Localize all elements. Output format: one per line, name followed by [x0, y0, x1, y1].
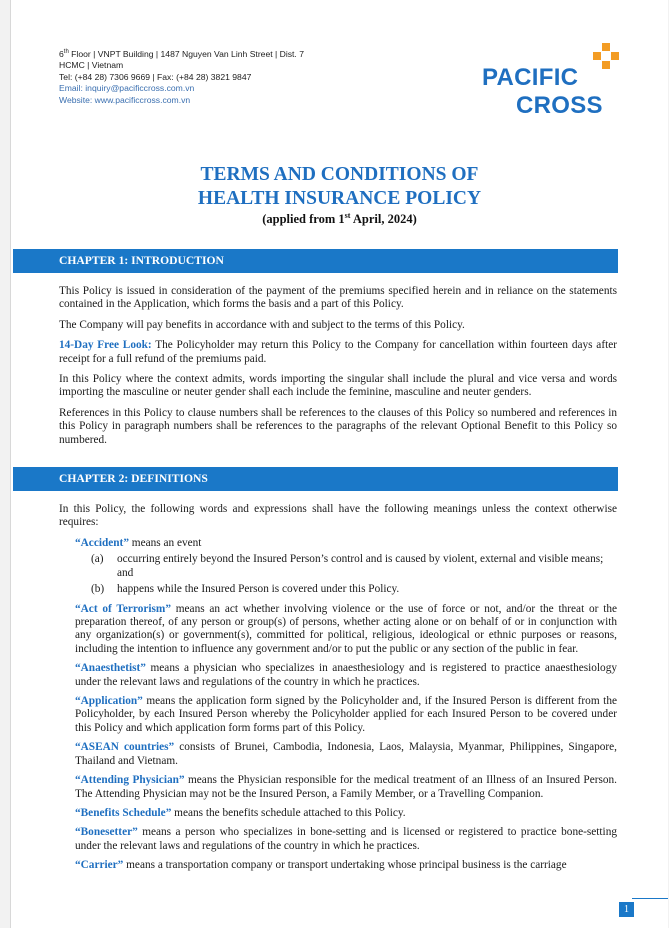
definition-anaesthetist: “Anaesthetist” means a physician who specializes in anaesthesiology and is registered to practice anaesthesiology under the relevant laws and regulations of the country in which he practices. — [75, 662, 617, 688]
chapter-1-body — [59, 285, 617, 454]
document-title-line2: HEALTH INSURANCE POLICY — [197, 188, 482, 209]
website-link[interactable]: Website: www.pacificcross.com.vn — [59, 94, 191, 105]
free-look-label: 14-Day Free Look: — [59, 339, 152, 352]
email-link[interactable]: Email: inquiry@pacificcross.com.vn — [59, 83, 195, 94]
definitions-list — [75, 537, 617, 879]
definition-carrier: “Carrier” means a transportation company or transport undertaking whose principal business is the carriage — [75, 859, 567, 872]
address-line-2: HCMC | Vietnam — [59, 60, 124, 71]
pacific-cross-logo — [482, 40, 622, 118]
paragraph: This Policy is issued in consideration of the payment of the premiums specified herein and in reliance on the statements contained in the Application, which forms the basis and a part of this Policy. — [59, 285, 617, 311]
free-look-paragraph: 14-Day Free Look: The Policyholder may return this Policy to the Company for cancellation within fourteen days after receipt for a full refund of the premiums paid. — [59, 339, 617, 365]
definition-subitem: (a) occurring entirely beyond the Insured Person’s control and is caused by violent, external and visible means; and — [91, 553, 604, 579]
definition-attending-physician: “Attending Physician” means the Physician responsible for the medical treatment of an Illness of an Insured Person. The Attending Physician may not be the Insured Person, a Family Member, or a Travelling Companion. — [75, 774, 618, 800]
document-subtitle: (applied from 1st April, 2024) — [262, 211, 417, 227]
paragraph: References in this Policy to clause numbers shall be references to the clauses of this Policy so numbered and references in this Policy in paragraph numbers shall be references to the paragraphs of the relevant Optional Benefit to this Policy so numbered. — [59, 406, 617, 446]
footer-rule — [632, 898, 668, 899]
document-page — [10, 0, 668, 928]
chapter-2-heading: CHAPTER 2: DEFINITIONS — [13, 467, 618, 491]
paragraph: In this Policy, the following words and expressions shall have the following meanings unless the context otherwise requires: — [59, 503, 617, 529]
definition-asean-countries: “ASEAN countries” consists of Brunei, Cambodia, Indonesia, Laos, Malaysia, Myanmar, Philippines, Singapore, Thailand and Vietnam. — [75, 741, 617, 767]
definition-subitem: (b) happens while the Insured Person is covered under this Policy. — [91, 583, 400, 596]
cross-logo-icon — [590, 40, 622, 72]
definition-act-of-terrorism: “Act of Terrorism” means an act whether involving violence or the use of force or not, and/or the threat or the preparation thereof, of any person or group(s) of persons, whether acting alone or on behalf of or in conjunction with any organization(s) or government(s), committed for political, religious, ideological or ethnic purposes or reasons, including the intention to influence any government and/or to put the public or any section of the public in fear. — [75, 602, 617, 655]
definition-benefits-schedule: “Benefits Schedule” means the benefits schedule attached to this Policy. — [75, 806, 406, 819]
paragraph: In this Policy where the context admits, words importing the singular shall include the plural and vice versa and words importing the masculine or neuter gender shall each include the feminine, masculine and neuter genders. — [59, 373, 617, 399]
phone-fax-line: Tel: (+84 28) 7306 9669 | Fax: (+84 28) 3821 9847 — [59, 71, 252, 82]
chapter-2-intro — [59, 503, 617, 537]
address-line-1: 6th Floor | VNPT Building | 1487 Nguyen Van Linh Street | Dist. 7 — [59, 48, 304, 59]
company-address-block — [59, 47, 304, 106]
document-title-line1: TERMS AND CONDITIONS OF — [200, 164, 479, 185]
page-number: 1 — [619, 902, 634, 917]
definition-application: “Application” means the application form signed by the Policyholder and, if the Insured Person is different from the Policyholder, by each Insured Person whereby the Policyholder applied for each Insured Person to be covered under this Policy and which application form forms part of this Policy. — [75, 695, 617, 734]
paragraph: The Company will pay benefits in accordance with and subject to the terms of this Policy. — [59, 318, 465, 331]
chapter-1-heading: CHAPTER 1: INTRODUCTION — [13, 249, 618, 273]
logo-word-pacific: PACIFIC — [482, 64, 579, 91]
definition-accident: “Accident” means an event — [75, 537, 202, 549]
definition-bonesetter: “Bonesetter” means a person who specializes in bone-setting and is licensed or registered to practice bone-setting under the relevant laws and regulations of the country in which he practices. — [75, 826, 617, 852]
logo-word-cross: CROSS — [516, 92, 603, 119]
